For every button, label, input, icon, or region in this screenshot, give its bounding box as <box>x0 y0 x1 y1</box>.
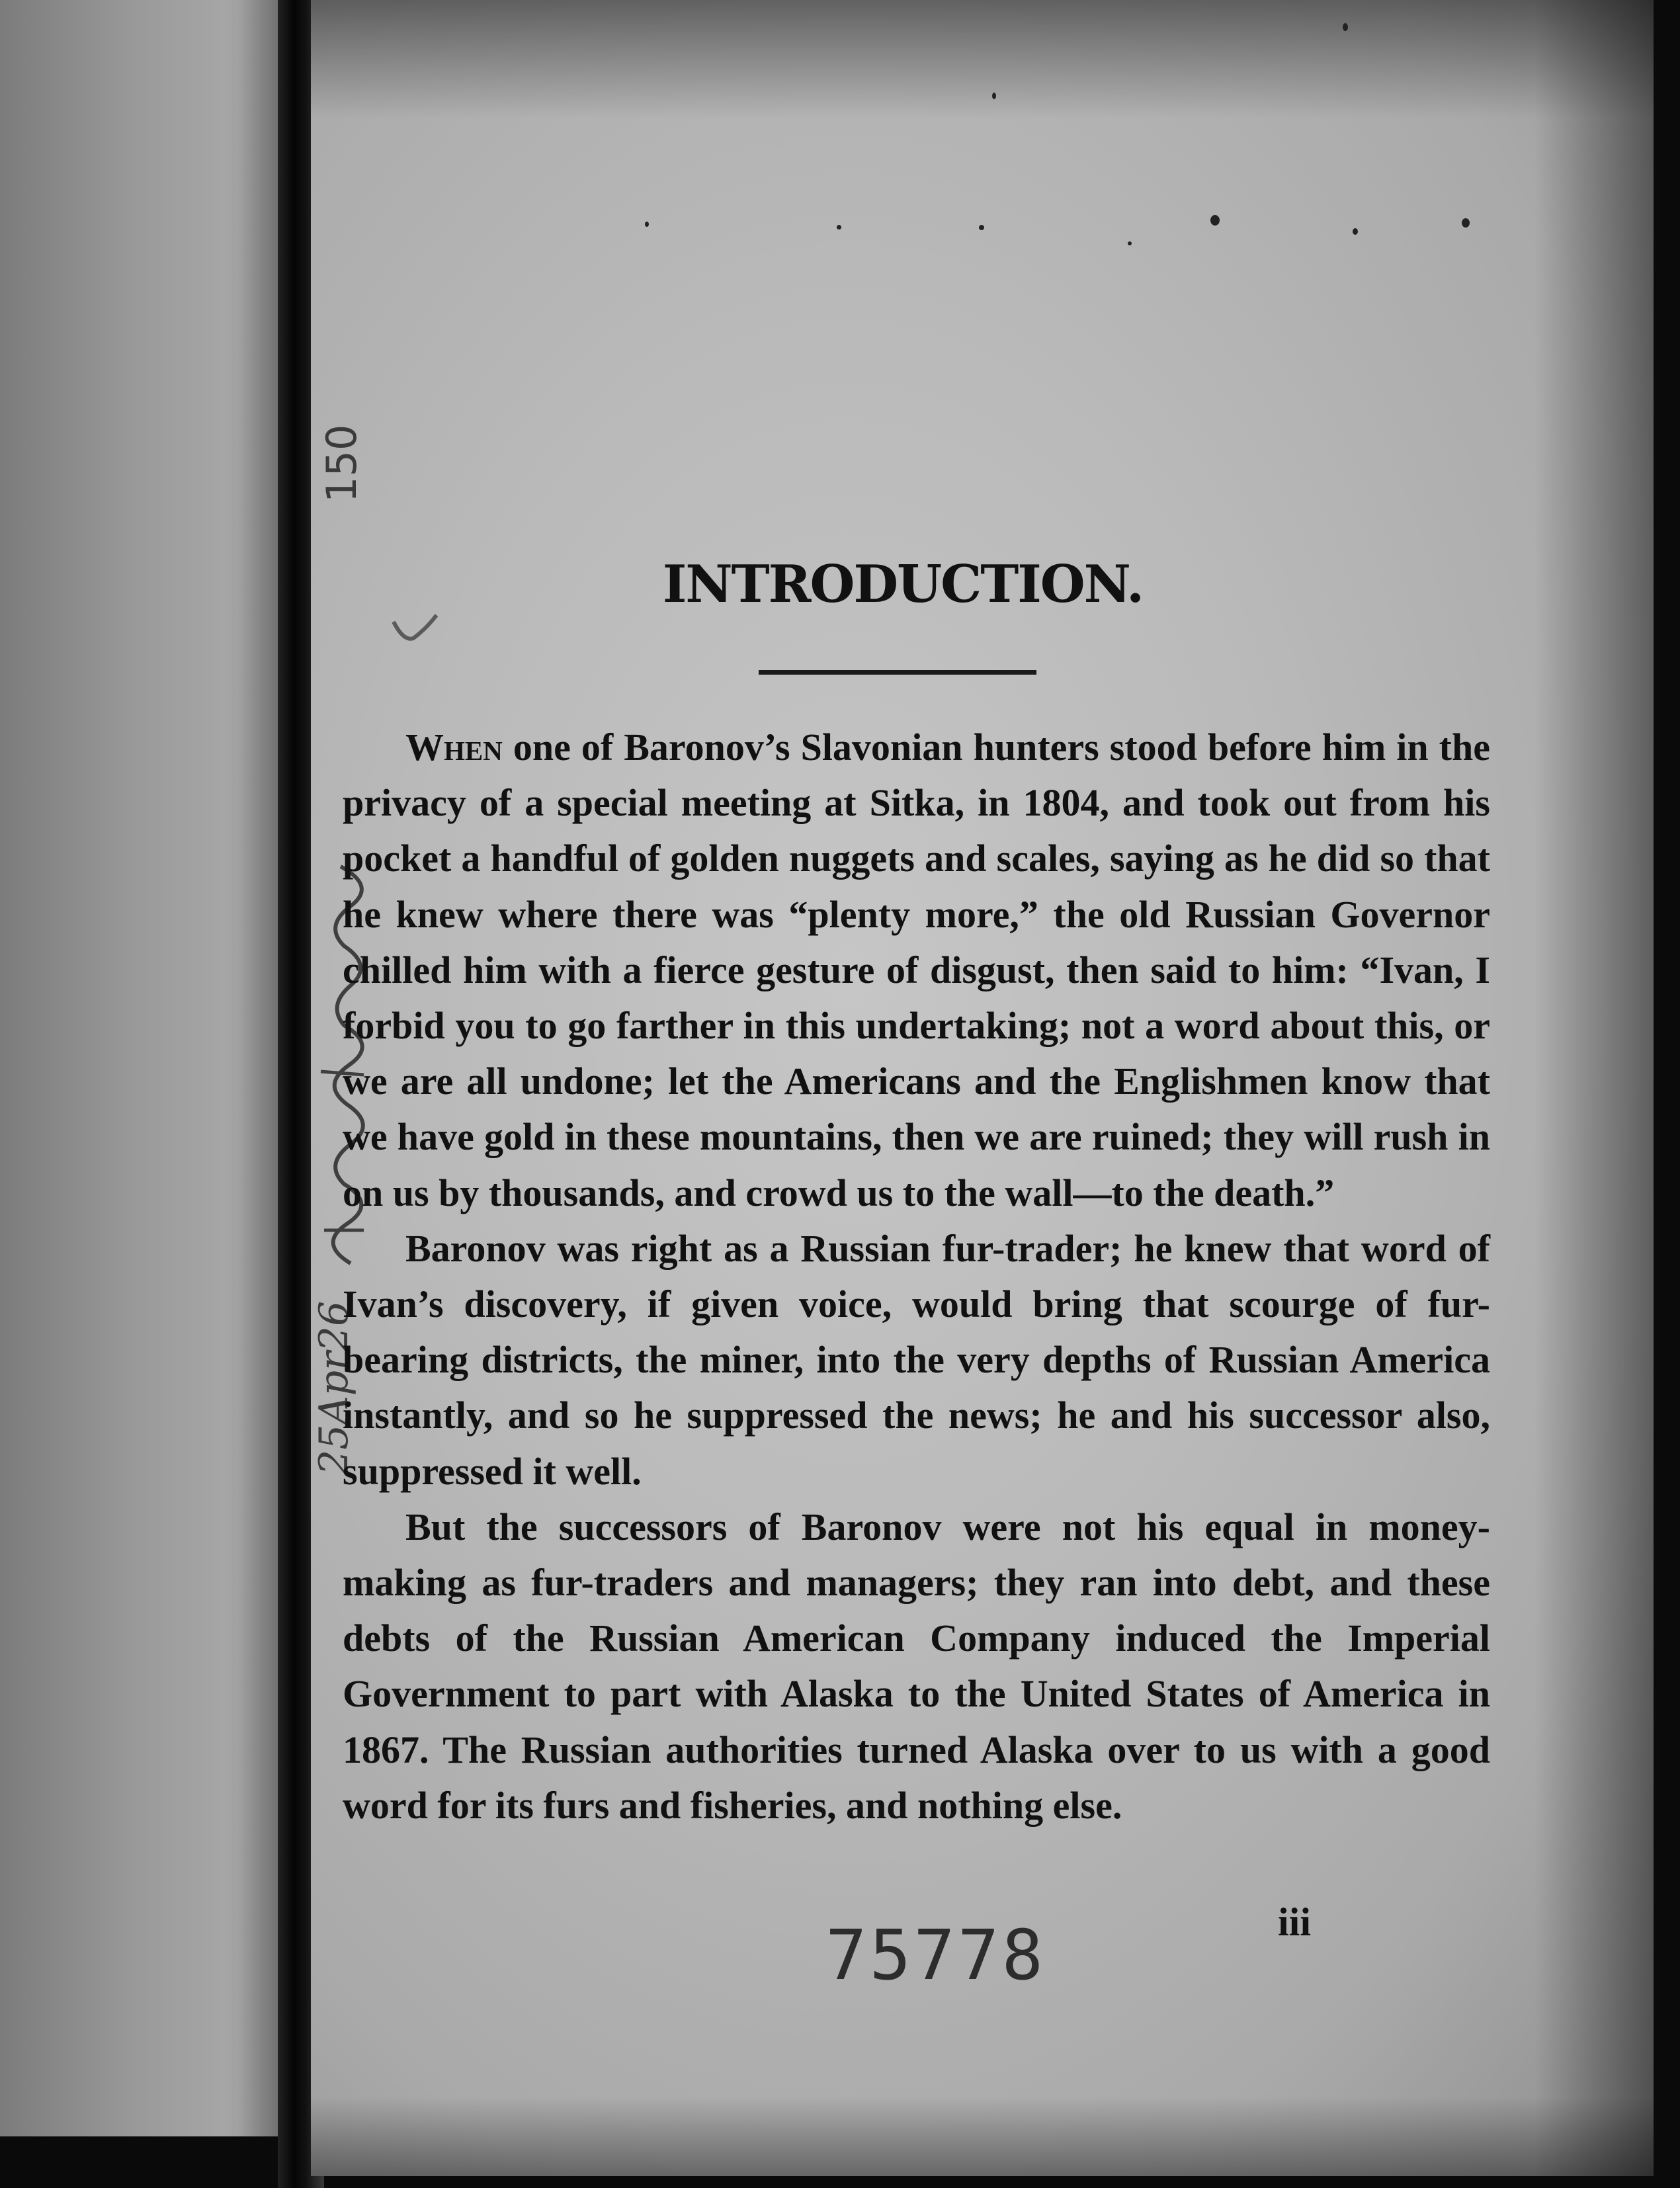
dust-speck <box>1343 23 1348 31</box>
book-page <box>311 0 1654 2176</box>
paragraph-3 <box>343 1499 1490 1833</box>
page-number: iii <box>1278 1900 1312 1944</box>
dust-speck <box>992 93 996 99</box>
page-bottom-shadow <box>311 2097 1654 2176</box>
dust-speck <box>979 225 984 230</box>
paragraph-1 <box>343 720 1490 1221</box>
pencil-check-mark <box>390 612 443 652</box>
paragraph-2 <box>343 1221 1490 1499</box>
paragraph-text: one of Baronov’s Slavonian hunters stood before him in the privacy of a special meeting at Sitka, in 1804, and took out from his pocket a handful of golden nuggets and scales, saying as he did so that he knew where there was “plenty more,” the old Russian Governor chilled him with a fierce gesture of disgust, then said to him: “Ivan, I forbid you to go farther in this undertaking; not a word about this, or we are all undone; let the Americans and the Englishmen know that we have gold in these mountains, then we are ruined; they will rush in on us by thousands, and crowd us to the wall—to the death.” <box>343 726 1490 1214</box>
dust-speck <box>837 225 841 230</box>
dust-speck <box>1462 218 1470 228</box>
title-rule <box>759 670 1036 675</box>
pencil-date-annotation: 25Apr26 <box>311 1300 357 1475</box>
dust-speck <box>1353 228 1358 235</box>
chapter-title: INTRODUCTION. <box>662 554 1144 614</box>
page-right-shadow <box>1534 0 1654 2176</box>
paragraph-text: But the successors of Baronov were not his equal in money-making as fur-traders and managers; they ran into debt, and these debts of the Russian American Company induced the Imperial Government to part with Alaska to the United States of America in 1867. The Russian authorities turned Alaska over to us with a good word for its furs and fisheries, and nothing else. <box>343 1505 1490 1827</box>
body-text <box>343 720 1490 1833</box>
dust-speck <box>1128 241 1132 245</box>
paragraph-lead-word: When <box>405 726 503 769</box>
pencil-shelf-number: 150 <box>317 424 366 503</box>
dust-speck <box>645 222 649 227</box>
page-top-shadow <box>311 0 1654 119</box>
dust-speck <box>1210 215 1220 226</box>
paragraph-text: Baronov was right as a Russian fur-trader; he knew that word of Ivan’s discovery, if given voice, would bring that scourge of fur-bearing districts, the miner, into the very depths of Russian America instantly, and so he suppressed the news; he and his successor also, suppressed it well. <box>343 1226 1490 1493</box>
accession-stamp-number: 75778 <box>825 1915 1046 1996</box>
